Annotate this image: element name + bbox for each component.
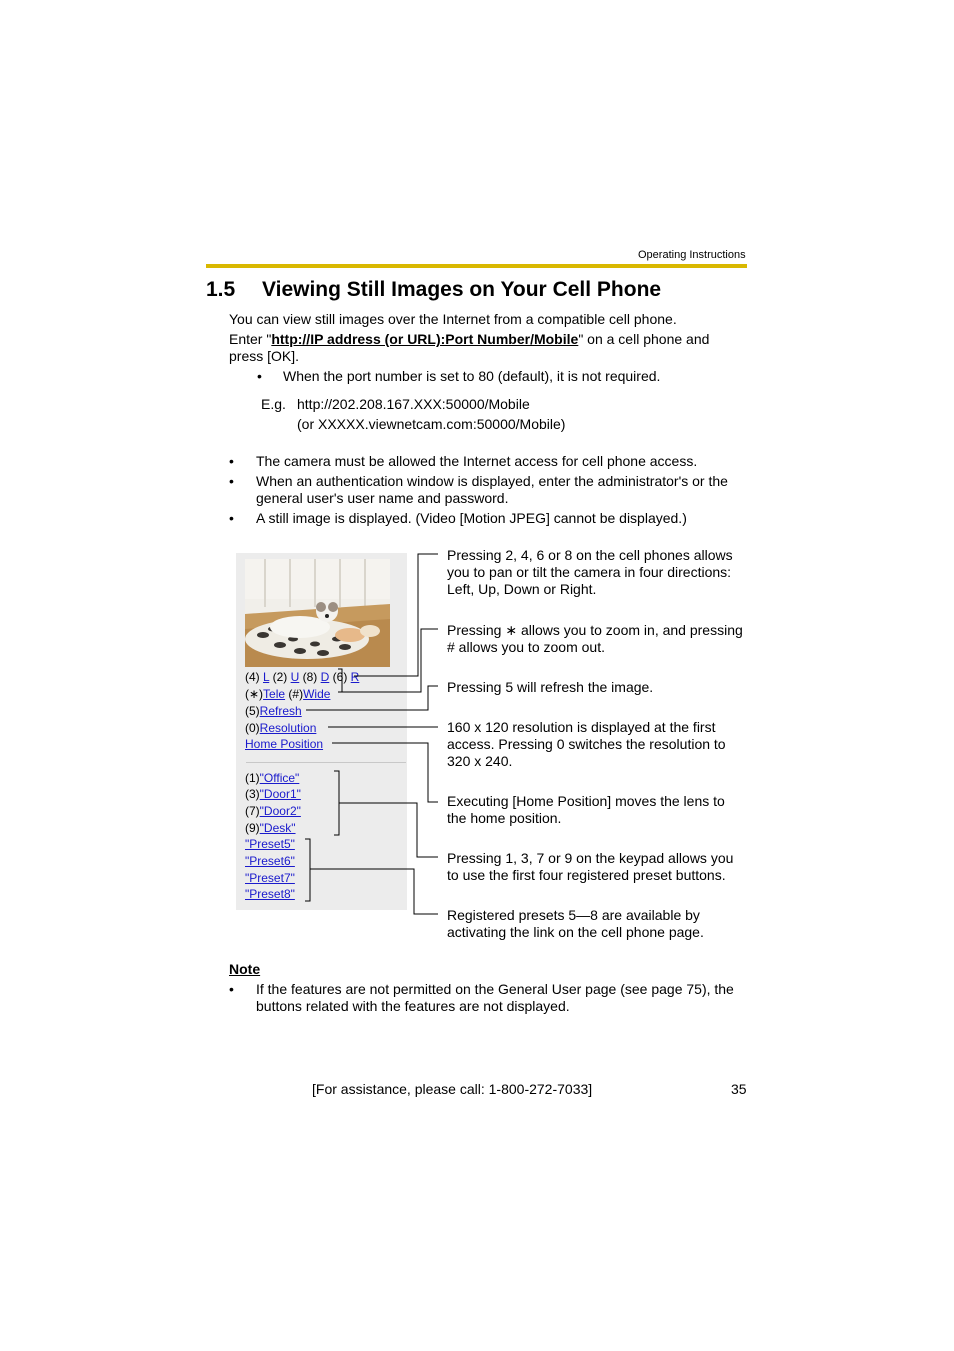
- callout-pan-tilt: Pressing 2, 4, 6 or 8 on the cell phones allows you to pan or tilt the camera in four directions: Left, Up, Down or Right.: [447, 547, 733, 597]
- callout-resolution: 160 x 120 resolution is displayed at the first access. Pressing 0 switches the resolution to 320 x 240.: [447, 719, 726, 769]
- intro-line-3: press [OK].: [229, 348, 300, 364]
- note-line-2: buttons related with the features are not displayed.: [256, 998, 570, 1014]
- preset8-link[interactable]: "Preset8": [245, 887, 295, 901]
- mobile-url: http://IP address (or URL):Port Number/Mobile: [271, 331, 579, 347]
- dog-photo-illustration: [245, 559, 390, 667]
- intro-line-2-post: " on a cell phone and: [578, 331, 710, 347]
- callout-home: Executing [Home Position] moves the lens to the home position.: [447, 793, 725, 826]
- port-note: When the port number is set to 80 (default), it is not required.: [283, 368, 661, 384]
- pan-right-link[interactable]: R: [350, 670, 360, 684]
- note-line-1: If the features are not permitted on the General User page (see page 75), the: [256, 981, 734, 997]
- preset-desk-link[interactable]: "Desk": [259, 821, 296, 835]
- preset-key: (7): [245, 804, 260, 818]
- preset-row: [245, 836, 295, 852]
- preset7-link[interactable]: "Preset7": [245, 871, 295, 885]
- preset-row: [245, 770, 299, 786]
- preset-row: [245, 786, 301, 802]
- key-5: (5): [245, 704, 260, 718]
- section-title: Viewing Still Images on Your Cell Phone: [262, 278, 662, 301]
- assistance-footer: [For assistance, please call: 1-800-272-7033]: [312, 1081, 593, 1097]
- preset-door1-link[interactable]: "Door1": [259, 787, 301, 801]
- bullet-2a: When an authentication window is displayed, enter the administrator's or the: [256, 473, 728, 489]
- bullet-dot: •: [229, 981, 234, 997]
- callout-presets-5-8: Registered presets 5—8 are available by activating the link on the cell phone page.: [447, 907, 704, 940]
- direction-controls: [245, 669, 359, 685]
- refresh-link[interactable]: Refresh: [259, 704, 302, 718]
- preset6-link[interactable]: "Preset6": [245, 854, 295, 868]
- intro-line-2: [229, 331, 709, 348]
- refresh-control: [245, 703, 302, 719]
- preset-key: (9): [245, 821, 260, 835]
- zoom-controls: [245, 686, 330, 702]
- zoom-wide-link[interactable]: Wide: [303, 687, 331, 701]
- callout-presets-1-4: Pressing 1, 3, 7 or 9 on the keypad allows you to use the first four registered preset buttons.: [447, 850, 734, 883]
- preset-door2-link[interactable]: "Door2": [259, 804, 301, 818]
- tilt-up-link[interactable]: U: [290, 670, 300, 684]
- page-number: 35: [731, 1081, 747, 1097]
- callout-zoom: Pressing ∗ allows you to zoom in, and pressing # allows you to zoom out.: [447, 622, 743, 655]
- still-image-photo: [245, 559, 390, 667]
- resolution-control: [245, 720, 316, 736]
- preset-office-link[interactable]: "Office": [259, 771, 300, 785]
- preset-row: [245, 853, 295, 869]
- key-0: (0): [245, 721, 260, 735]
- eg-url-2: (or XXXXX.viewnetcam.com:50000/Mobile): [297, 416, 566, 432]
- section-heading: [206, 278, 661, 302]
- preset-row: [245, 820, 296, 836]
- header-rule: [206, 264, 747, 268]
- note-heading: Note: [229, 961, 261, 977]
- pan-left-link[interactable]: L: [263, 670, 270, 684]
- bullet-2b: general user's user name and password.: [256, 490, 509, 506]
- key-4: (4): [245, 670, 260, 684]
- preset5-link[interactable]: "Preset5": [245, 837, 295, 851]
- bullet-dot: •: [257, 368, 262, 384]
- section-number: 1.5: [206, 278, 236, 301]
- home-position-control: [245, 736, 323, 752]
- preset-row: [245, 886, 295, 902]
- resolution-link[interactable]: Resolution: [259, 721, 317, 735]
- eg-url-1: http://202.208.167.XXX:50000/Mobile: [297, 396, 530, 412]
- callout-refresh: Pressing 5 will refresh the image.: [447, 679, 654, 695]
- intro-line-1: You can view still images over the Internet from a compatible cell phone.: [229, 311, 677, 327]
- preset-key: (3): [245, 787, 260, 801]
- bullet-dot: •: [229, 510, 234, 526]
- preset-row: [245, 870, 295, 886]
- key-star: (∗): [245, 687, 264, 701]
- eg-label: E.g.: [261, 396, 286, 412]
- preset-key: (1): [245, 771, 260, 785]
- key-6: (6): [332, 670, 348, 684]
- zoom-tele-link[interactable]: Tele: [263, 687, 286, 701]
- key-2: (2): [272, 670, 288, 684]
- preset-row: [245, 803, 301, 819]
- home-position-link[interactable]: Home Position: [245, 737, 324, 751]
- bullet-3: A still image is displayed. (Video [Motion JPEG] cannot be displayed.): [256, 510, 687, 526]
- panel-divider: [246, 762, 406, 763]
- running-header: Operating Instructions: [638, 249, 746, 261]
- tilt-down-link[interactable]: D: [320, 670, 330, 684]
- bullet-1: The camera must be allowed the Internet access for cell phone access.: [256, 453, 698, 469]
- key-hash: (#): [288, 687, 304, 701]
- key-8: (8): [302, 670, 318, 684]
- bullet-dot: •: [229, 453, 234, 469]
- intro-line-2-pre: Enter ": [229, 331, 272, 347]
- bullet-dot: •: [229, 473, 234, 489]
